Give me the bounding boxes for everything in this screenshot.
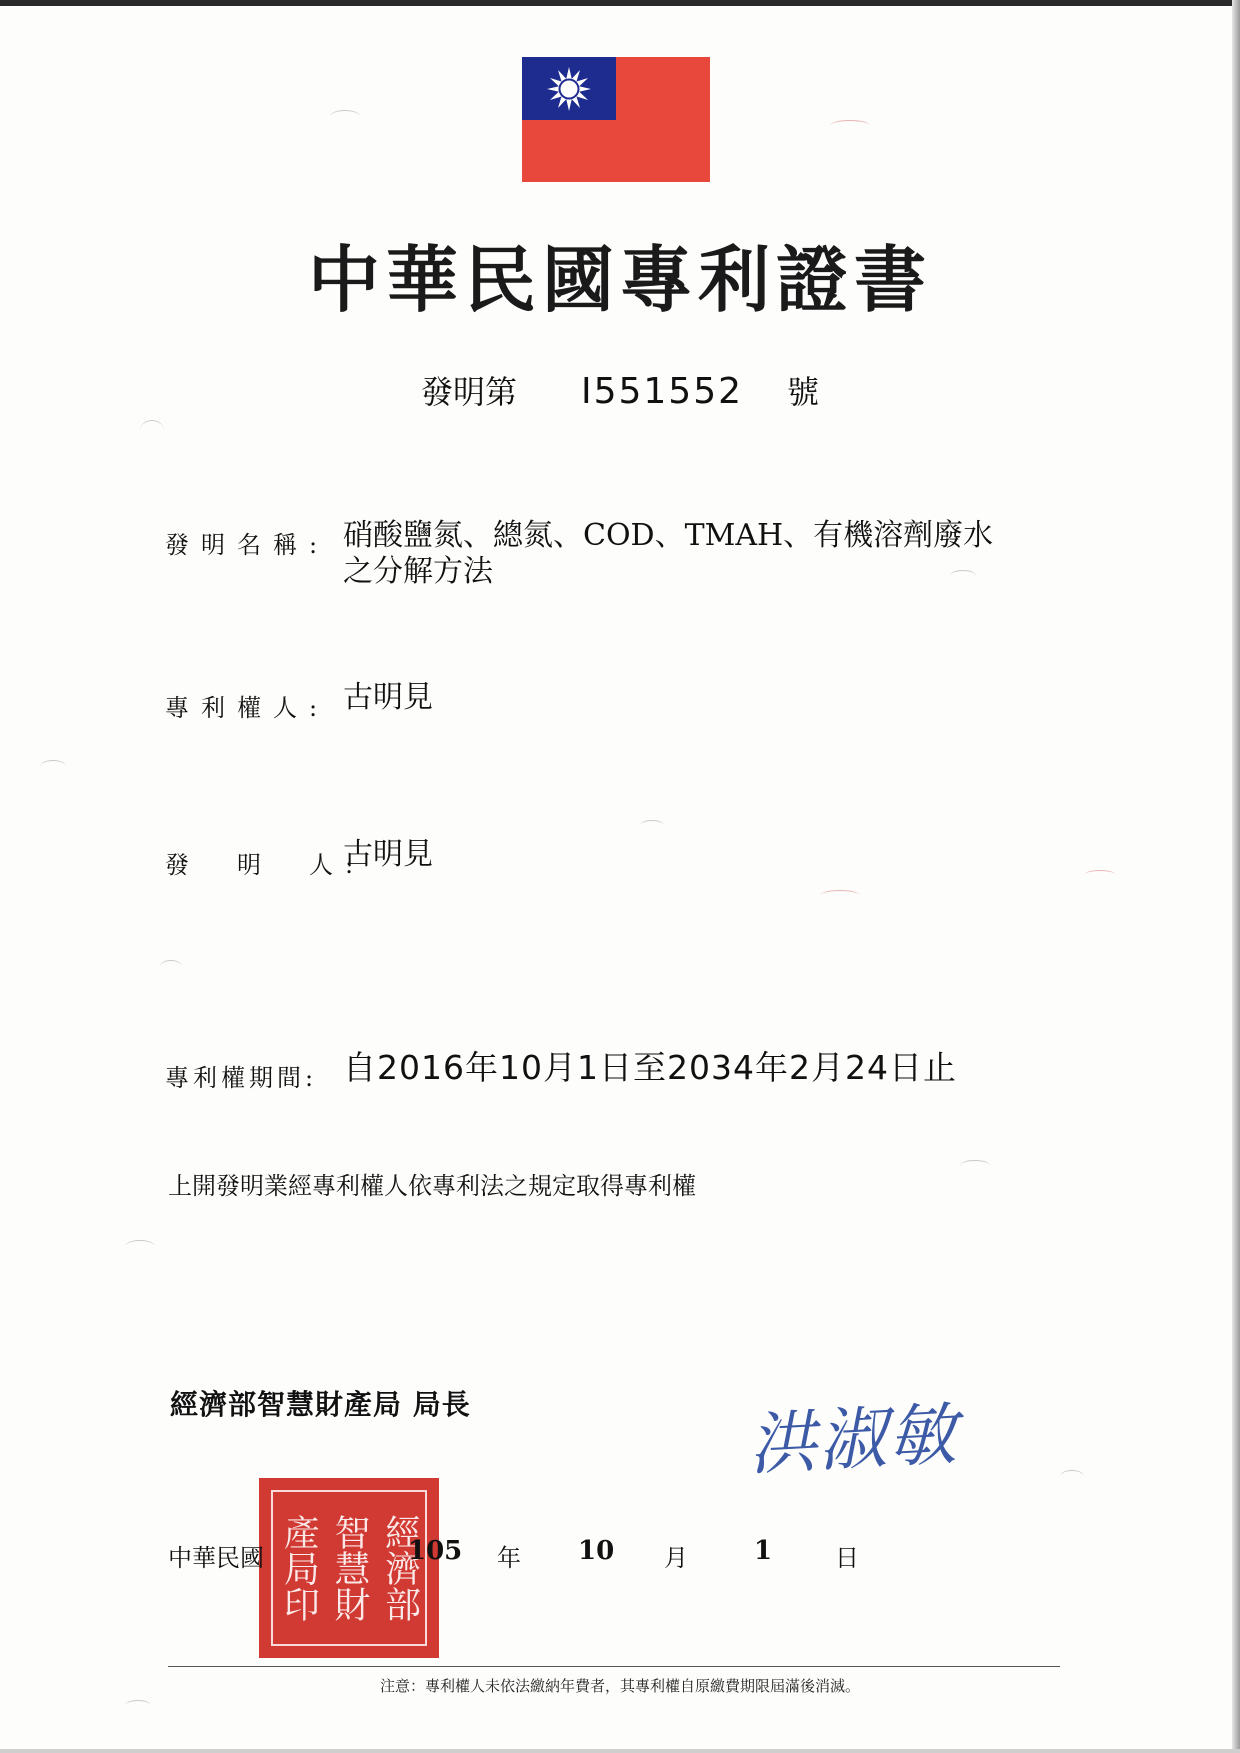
- seal-text: 智慧財: [328, 1514, 370, 1622]
- paper-fiber: [640, 820, 664, 831]
- invention-name-line-1: 硝酸鹽氮、總氮、COD、TMAH、有機溶劑廢水: [343, 518, 994, 553]
- issuing-agency: 經濟部智慧財產局 局長: [170, 1388, 471, 1421]
- flag-canton: [522, 57, 616, 120]
- patent-number-line: [0, 367, 1240, 413]
- paper-fiber: [125, 1240, 155, 1253]
- invention-name-line-2: 之分解方法: [343, 554, 493, 589]
- seal-border: [271, 1490, 427, 1646]
- paper-fiber: [960, 1160, 990, 1171]
- issue-date-year: 105: [408, 1536, 463, 1566]
- issue-date-era: 中華民國: [168, 1544, 264, 1572]
- issue-date-month: 10: [578, 1536, 615, 1566]
- paper-fiber: [40, 760, 66, 773]
- patentee-label: 專利權人:: [165, 694, 330, 722]
- footer-note: 注意：專利權人未依法繳納年費者，其專利權自原繳費期限屆滿後消滅。: [379, 1677, 860, 1695]
- patent-number-suffix: 號: [787, 373, 820, 411]
- patent-number-prefix: 發明第: [420, 373, 517, 411]
- paper-fiber: [330, 110, 360, 123]
- paper-fiber: [1085, 870, 1115, 879]
- official-seal: [259, 1478, 439, 1658]
- footer-divider: [168, 1666, 1060, 1667]
- page-bottom-border: [0, 1749, 1240, 1753]
- paper-fiber: [140, 420, 164, 441]
- term-label: 專利權期間:: [165, 1064, 318, 1092]
- issue-date-year-unit: 年: [497, 1544, 521, 1572]
- patentee-value: 古明見: [343, 680, 433, 715]
- paper-fiber: [830, 120, 870, 131]
- seal-text: 產局印: [278, 1514, 320, 1622]
- paper-fiber: [125, 1700, 151, 1711]
- white-sun-icon: [545, 65, 593, 113]
- certificate-title: 中華民國專利證書: [307, 237, 932, 322]
- national-flag-icon: [522, 57, 710, 182]
- inventor-label: 發 明 人:: [165, 851, 366, 879]
- invention-name-value: [343, 518, 1043, 590]
- seal-text: 經濟部: [379, 1514, 421, 1622]
- term-value: 自2016年10月1日至2034年2月24日止: [343, 1048, 957, 1087]
- inventor-value: 古明見: [343, 837, 433, 872]
- paper-fiber: [1060, 1470, 1084, 1483]
- invention-name-label: 發明名稱:: [165, 531, 330, 559]
- page-top-border: [0, 0, 1240, 6]
- seal-text-col-1: [377, 1514, 423, 1622]
- seal-text-col-3: [275, 1514, 321, 1622]
- director-signature: 洪淑敏: [746, 1395, 961, 1486]
- issue-date-month-unit: 月: [664, 1544, 688, 1572]
- grant-statement: 上開發明業經專利權人依專利法之規定取得專利權: [168, 1172, 696, 1200]
- seal-text-col-2: [326, 1514, 372, 1622]
- paper-fiber: [160, 960, 182, 973]
- issue-date-day-unit: 日: [835, 1544, 859, 1572]
- patent-number: I551552: [580, 371, 744, 412]
- paper-fiber: [820, 890, 860, 901]
- issue-date-day: 1: [754, 1536, 773, 1566]
